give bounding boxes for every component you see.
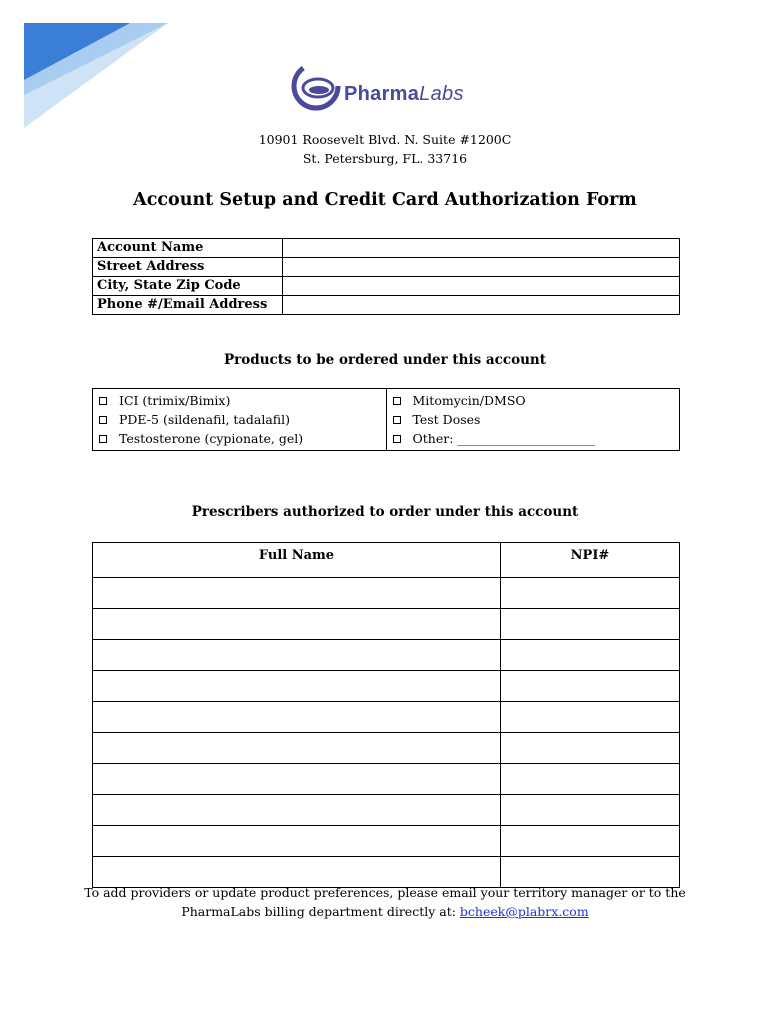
address-line-2: St. Petersburg, FL. 33716	[302, 151, 468, 166]
product-label: Testosterone (cypionate, gel)	[119, 431, 304, 446]
address-block	[0, 130, 770, 168]
product-option[interactable]	[393, 410, 676, 429]
products-left-column	[93, 389, 387, 451]
full-name-cell[interactable]	[93, 671, 501, 702]
npi-cell[interactable]	[501, 826, 680, 857]
checkbox-icon[interactable]	[393, 397, 401, 405]
full-name-cell[interactable]	[93, 733, 501, 764]
products-heading: Products to be ordered under this account	[224, 352, 546, 368]
full-name-cell[interactable]	[93, 702, 501, 733]
npi-cell[interactable]	[501, 702, 680, 733]
npi-cell[interactable]	[501, 733, 680, 764]
product-option[interactable]	[99, 429, 382, 448]
table-row	[93, 578, 680, 609]
prescribers-heading: Prescribers authorized to order under this account	[191, 504, 579, 520]
billing-email-link[interactable]: bcheek@plabrx.com	[459, 904, 589, 919]
table-row	[93, 702, 680, 733]
footer-line-2-text: PharmaLabs billing department directly at:	[181, 904, 456, 919]
footer-line-2	[0, 902, 770, 921]
product-label: Mitomycin/DMSO	[412, 393, 526, 408]
product-label: ICI (trimix/Bimix)	[119, 393, 231, 408]
table-row	[93, 733, 680, 764]
product-option[interactable]	[99, 410, 382, 429]
full-name-cell[interactable]	[93, 826, 501, 857]
table-row	[93, 609, 680, 640]
street-address-label: Street Address	[93, 258, 283, 277]
account-name-label: Account Name	[93, 239, 283, 258]
products-right-column	[386, 389, 680, 451]
product-option[interactable]	[99, 391, 382, 410]
street-address-field[interactable]	[283, 258, 680, 277]
product-label: PDE-5 (sildenafil, tadalafil)	[119, 412, 291, 427]
npi-cell[interactable]	[501, 609, 680, 640]
table-row	[93, 671, 680, 702]
account-info-table	[92, 238, 680, 315]
full-name-cell[interactable]	[93, 640, 501, 671]
footer-note	[0, 883, 770, 921]
full-name-cell[interactable]	[93, 764, 501, 795]
table-row	[93, 640, 680, 671]
npi-cell[interactable]	[501, 671, 680, 702]
full-name-cell[interactable]	[93, 609, 501, 640]
pharmalabs-logo	[288, 58, 488, 114]
full-name-cell[interactable]	[93, 578, 501, 609]
product-label: Test Doses	[412, 412, 481, 427]
account-name-field[interactable]	[283, 239, 680, 258]
full-name-header: Full Name	[93, 543, 501, 578]
logo-text: PharmaLabs	[344, 83, 464, 105]
table-row	[93, 764, 680, 795]
phone-email-label: Phone #/Email Address	[93, 296, 283, 315]
address-line-1: 10901 Roosevelt Blvd. N. Suite #1200C	[258, 132, 512, 147]
checkbox-icon[interactable]	[99, 397, 107, 405]
checkbox-icon[interactable]	[99, 435, 107, 443]
npi-cell[interactable]	[501, 795, 680, 826]
npi-header: NPI#	[501, 543, 680, 578]
product-option[interactable]	[393, 391, 676, 410]
phone-email-field[interactable]	[283, 296, 680, 315]
checkbox-icon[interactable]	[393, 435, 401, 443]
npi-cell[interactable]	[501, 578, 680, 609]
city-state-zip-field[interactable]	[283, 277, 680, 296]
form-title: Account Setup and Credit Card Authorization Form	[133, 190, 637, 210]
product-option[interactable]	[393, 429, 676, 448]
checkbox-icon[interactable]	[99, 416, 107, 424]
city-state-zip-label: City, State Zip Code	[93, 277, 283, 296]
npi-cell[interactable]	[501, 640, 680, 671]
prescribers-table	[92, 542, 680, 888]
npi-cell[interactable]	[501, 764, 680, 795]
table-row	[93, 795, 680, 826]
full-name-cell[interactable]	[93, 795, 501, 826]
product-label: Other: ______________________	[412, 431, 595, 446]
corner-decoration	[0, 0, 170, 130]
table-row	[93, 826, 680, 857]
checkbox-icon[interactable]	[393, 416, 401, 424]
logo-swirl-icon	[288, 58, 344, 114]
products-table	[92, 388, 680, 451]
footer-line-1: To add providers or update product preferences, please email your territory manager or to the	[84, 885, 686, 900]
